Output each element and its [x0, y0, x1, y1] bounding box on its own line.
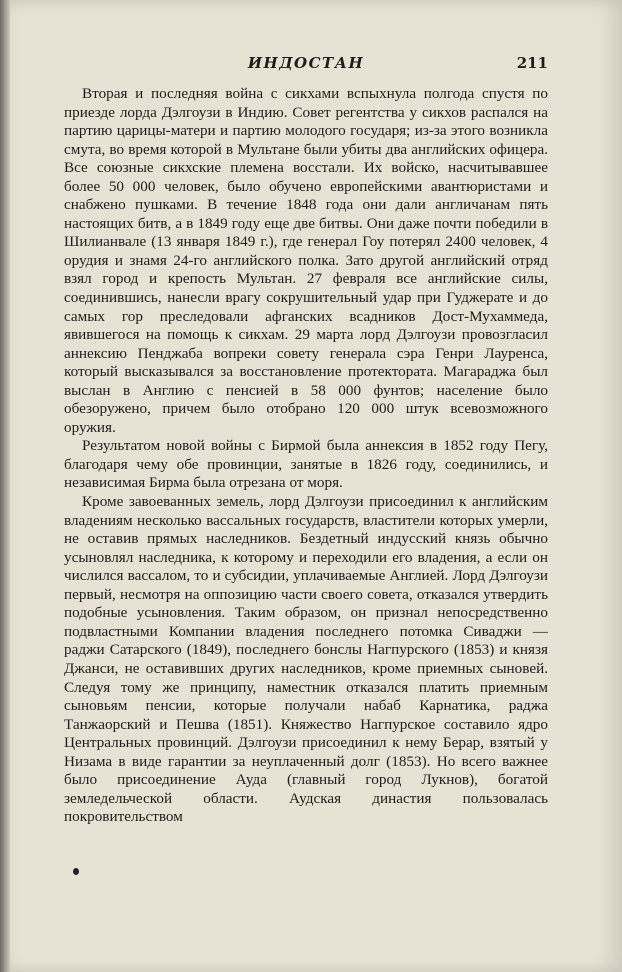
paragraph-annexations: Кроме завоеванных земель, лорд Дэлгоузи присоединил к английским владениям несколько вассальных государств, властители которых умерли, не оставив прямых наследников. Бездетный индусский князь обычно усыновлял наследника, к которому и переходили его владения, а если он числился вассалом, то и субсидии, уплачиваемые Англией. Лорд Дэлгоузи первый, несмотря на оппозицию части своего совета, отказался утвердить подобные усыновления. Таким образом, он признал непосредственно подвластными Компании владения последнего потомка Сиваджи — раджи Сатарского (1849), последнего бонслы Нагпурского (1853) и князя Джанси, не оставивших других наследников, кроме приемных сыновей. Следуя тому же принципу, наместник отказался платить приемным сыновьям пенсии, которые получали набаб Карнатика, раджа Танжаорский и Пешва (1851). Княжество Нагпурское составило ядро Центральных провинций. Дэлгоузи присоединил к нему Берар, взятый у Низама в виде гарантии за неуплаченный долг (1853). Но всего важнее было присоединение Ауда (главный город Лукнов), богатой земледельческой области. Аудская династия пользовалась покровительством [64, 493, 548, 826]
running-title: ИНДОСТАН [247, 54, 365, 72]
paragraph-sikh-war: Вторая и последняя война с сикхами вспыхнула полгода спустя по приезде лорда Дэлгоузи в Индию. Совет регентства у сикхов распался на партию царицы-матери и партию молодого государя; из-за этого возникла смута, во время которой в Мультане были убиты два английских офицера. Все союзные сикхские племена восстали. Их войско, насчитывавшее более 50 000 человек, было обучено европейскими авантюристами и снабжено пушками. В течение 1848 года они дали англичанам пять настоящих битв, а в 1849 году еще две битвы. Они даже почти победили в Шилианвале (13 января 1849 г.), где генерал Гоу потерял 2400 человек, 4 орудия и знамя 24-го английского полка. Зато другой английский отряд взял город и крепость Мультан. 27 февраля все английские силы, соединившись, нанесли врагу сокрушительный удар при Гуджерате и до самых гор преследовали афганских всадников Дост-Мухаммеда, явившегося на помощь к сикхам. 29 марта лорд Дэлгоузи провозгласил аннексию Пенджаба вопреки совету генерала сэра Генри Лауренса, который высказывался за восстановление протектората. Магараджа был выслан в Англию с пенсией в 58 000 фунтов; население было обезоружено, причем было отобрано 120 000 штук всевозможного оружия. [64, 85, 548, 436]
page-header [64, 54, 548, 78]
book-spine-shadow [0, 0, 10, 972]
page-number: 211 [516, 54, 548, 72]
paragraph-burma-war: Результатом новой войны с Бирмой была аннексия в 1852 году Пегу, благодаря чему обе провинции, занятые в 1826 году, соединились, и независимая Бирма была отрезана от моря. [64, 437, 548, 492]
body-text [64, 85, 548, 827]
ink-speck [73, 868, 79, 875]
